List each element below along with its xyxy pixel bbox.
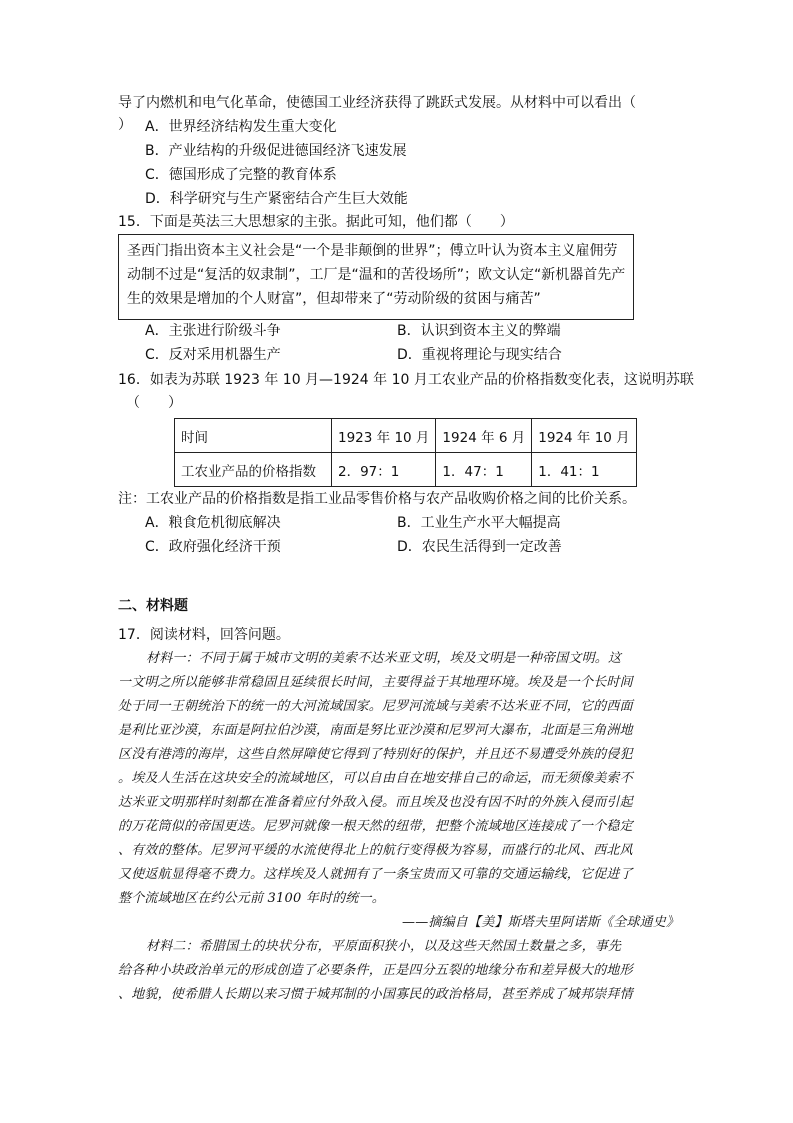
q17-stem: 17．阅读材料，回答问题。 (118, 627, 290, 643)
material1-line: 。埃及人生活在这块安全的流域地区，可以自由自在地安排自己的命运，而无须像美索不 (118, 771, 633, 786)
material1-line: 材料一：不同于属于城市文明的美索不达米亚文明，埃及文明是一种帝国文明。这 (146, 651, 622, 666)
table-header-cell: 时间 (175, 419, 332, 453)
q16-option-b: B．工业生产水平大幅提高 (397, 515, 561, 531)
q16-stem-line1: 16．如表为苏联 1923 年 10 月—1924 年 10 月工农业产品的价格指数变化表，这说明苏联 (118, 372, 694, 388)
material1-line: 是利比亚沙漠，东面是阿拉伯沙漠，南面是努比亚沙漠和尼罗河大瀑布，北面是三角洲地 (118, 723, 633, 738)
material1-line: 的万花筒似的帝国更迭。尼罗河就像一根天然的纽带，把整个流域地区连接成了一个稳定 (118, 819, 633, 834)
table-header-cell: 1924 年 10 月 (532, 419, 636, 453)
material1-line: 、有效的整体。尼罗河平缓的水流使得北上的航行变得极为容易，而盛行的北风、西北风 (118, 843, 633, 858)
q15-stem: 15．下面是英法三大思想家的主张。据此可知，他们都（ ） (118, 214, 514, 230)
q15-option-d: D．重视将理论与现实结合 (397, 347, 562, 363)
material2-line: 材料二：希腊国土的块状分布，平原面积狭小，以及这些天然国土数量之多，事先 (146, 939, 622, 954)
q16-option-a: A．粮食危机彻底解决 (145, 515, 281, 531)
material1-line: 处于同一王朝统治下的统一的大河流域国家。尼罗河流域与美索不达米亚不同，它的西面 (118, 699, 633, 714)
table-row (175, 453, 637, 487)
q14-option-d: D．科学研究与生产紧密结合产生巨大效能 (145, 191, 408, 207)
table-cell: 1．47：1 (436, 453, 532, 487)
material1-line: 又使返航显得毫不费力。这样埃及人就拥有了一条宝贵而又可靠的交通运输线，它促进了 (118, 867, 633, 882)
material2-line: 、地貌，使希腊人长期以来习惯于城邦制的小国寡民的政治格局，甚至养成了城邦崇拜情 (118, 987, 633, 1002)
table-cell: 1．41：1 (532, 453, 636, 487)
material1-line: 一文明之所以能够非常稳固且延续很长时间，主要得益于其地理环境。埃及是一个长时间 (118, 675, 633, 690)
q16-note: 注：工农业产品的价格指数是指工业品零售价格与农产品收购价格之间的比价关系。 (118, 491, 636, 507)
q14-option-a: A．世界经济结构发生重大变化 (145, 119, 337, 135)
price-index-table (174, 418, 637, 487)
q15-quote-box (118, 234, 634, 320)
q14-stem-line2: ） (118, 117, 132, 133)
material1-line: 整个流域地区在约公元前 3100 年时的统一。 (118, 891, 385, 906)
q16-option-c: C．政府强化经济干预 (145, 539, 281, 555)
table-header-cell: 1924 年 6 月 (436, 419, 532, 453)
material1-source: ——摘编自【美】斯塔夫里阿诺斯《全球通史》 (402, 915, 680, 930)
material2-line: 给各种小块政治单元的形成创造了必要条件，正是四分五裂的地缘分布和差异极大的地形 (118, 963, 633, 978)
q14-option-c: C．德国形成了完整的教育体系 (145, 167, 337, 183)
q14-stem-line1: 导了内燃机和电气化革命，使德国工业经济获得了跳跃式发展。从材料中可以看出（ (118, 95, 636, 111)
q15-quote-line: 生的效果是增加的个人财富”，但却带来了“劳动阶级的贫困与痛苦” (127, 291, 541, 307)
q14-option-b: B．产业结构的升级促进德国经济飞速发展 (145, 143, 407, 159)
table-header-cell: 1923 年 10 月 (332, 419, 436, 453)
q15-quote-line: 圣西门指出资本主义社会是“一个是非颠倒的世界”；傅立叶认为资本主义雇佣劳 (127, 243, 618, 259)
q15-option-b: B．认识到资本主义的弊端 (397, 323, 561, 339)
material1-line: 区没有港湾的海岸，这些自然屏障使它得到了特别好的保护，并且还不易遭受外族的侵犯 (118, 747, 633, 762)
q15-option-a: A．主张进行阶级斗争 (145, 323, 281, 339)
q15-quote-line: 动制不过是“复活的奴隶制”，工厂是“温和的苦役场所”；欧文认定“新机器首先产 (127, 267, 626, 283)
material1-line: 达米亚文明那样时刻都在准备着应付外敌入侵。而且埃及也没有因不时的外族入侵而引起 (118, 795, 633, 810)
section-title: 二、材料题 (118, 598, 188, 614)
table-cell: 工农业产品的价格指数 (175, 453, 332, 487)
table-cell: 2．97：1 (332, 453, 436, 487)
table-row (175, 419, 637, 453)
q16-stem-line2: （ ） (126, 395, 182, 411)
q15-option-c: C．反对采用机器生产 (145, 347, 281, 363)
q16-option-d: D．农民生活得到一定改善 (397, 539, 562, 555)
